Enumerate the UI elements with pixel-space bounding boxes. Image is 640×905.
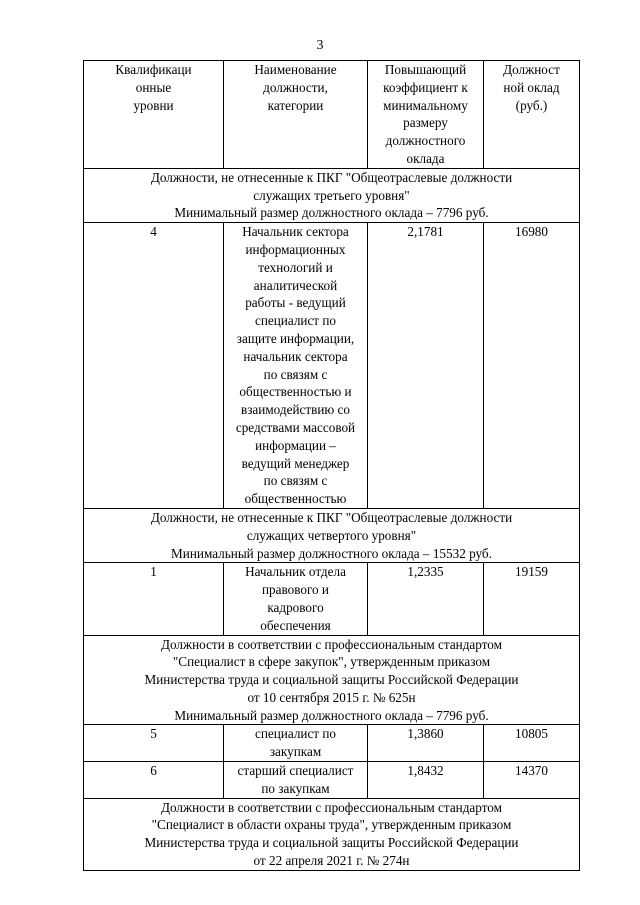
header-position-line: должности,	[263, 79, 328, 95]
position-name-line: Начальник сектора	[242, 224, 349, 240]
coefficient-cell: 1,8432	[368, 762, 484, 799]
position-name-line: начальник сектора	[243, 348, 348, 364]
position-name-line: Начальник отдела	[245, 564, 346, 580]
coefficient-cell: 1,2335	[368, 563, 484, 635]
header-coefficient-line: оклада	[406, 150, 445, 166]
qualification-level-cell: 5	[84, 725, 224, 762]
section-title-line: Министерства труда и социальной защиты Российской Федерации	[144, 672, 519, 688]
section-title-line: от 10 сентября 2015 г. № 625н	[247, 689, 416, 705]
header-level-line: Квалификаци	[115, 62, 192, 77]
position-name-line: кадрового	[267, 599, 324, 615]
section-title	[84, 635, 580, 725]
section-header-row	[84, 168, 580, 222]
header-salary-line: (руб.)	[515, 97, 548, 113]
position-name-cell	[224, 762, 368, 799]
coefficient-cell: 2,1781	[368, 223, 484, 509]
position-name-line: технологий и	[258, 259, 333, 275]
section-header-row	[84, 508, 580, 562]
section-title	[84, 798, 580, 870]
table-row	[84, 223, 580, 509]
position-name-line: обеспечения	[260, 617, 331, 633]
header-salary	[484, 61, 580, 169]
salary-cell: 19159	[484, 563, 580, 635]
qualification-level-cell: 6	[84, 762, 224, 799]
header-level	[84, 61, 224, 169]
section-title-line: "Специалист в области охраны труда", утвержденным приказом	[151, 817, 512, 833]
section-title-line: Минимальный размер должностного оклада – 7796 руб.	[174, 707, 489, 723]
header-salary-line: Должност	[503, 62, 560, 77]
position-name-line: общественностью и	[239, 384, 352, 400]
table-row	[84, 762, 580, 799]
section-header-row	[84, 798, 580, 870]
position-name-line: специалист по	[254, 313, 337, 329]
header-coefficient-line: должностного	[385, 133, 466, 149]
position-name-line: по связям с	[263, 473, 328, 489]
page-number: 3	[316, 38, 324, 53]
position-name-line: по связям с	[263, 366, 328, 382]
header-coefficient-line: минимальному	[383, 97, 468, 113]
section-title-line: служащих четвертого уровня"	[246, 527, 417, 543]
position-name-line: защите информации,	[236, 330, 355, 346]
header-position	[224, 61, 368, 169]
salary-cell: 14370	[484, 762, 580, 799]
position-name-line: правового и	[262, 582, 329, 598]
section-title-line: Минимальный размер должностного оклада – 7796 руб.	[174, 205, 489, 221]
position-name-line: специалист по	[254, 726, 337, 742]
section-title-line: Минимальный размер должностного оклада – 15532 руб.	[171, 545, 492, 561]
salary-cell: 16980	[484, 223, 580, 509]
position-name-line: информации –	[255, 437, 336, 453]
section-title-line: Министерства труда и социальной защиты Российской Федерации	[144, 835, 519, 851]
header-coefficient	[368, 61, 484, 169]
position-name-line: ведущий менеджер	[241, 455, 350, 471]
section-title-line: от 22 апреля 2021 г. № 274н	[253, 853, 410, 869]
table-header-row	[84, 61, 580, 169]
salary-table	[83, 60, 580, 871]
position-name-line: работы - ведущий	[245, 295, 346, 311]
position-name-cell	[224, 223, 368, 509]
section-title-line: Должности, не отнесенные к ПКГ "Общеотраслевые должности	[150, 509, 513, 525]
section-title-line: Должности в соответствии с профессиональным стандартом	[160, 636, 502, 652]
coefficient-cell: 1,3860	[368, 725, 484, 762]
header-salary-line: ной оклад	[503, 79, 560, 95]
position-name-line: взаимодействию со	[240, 402, 351, 418]
section-title-line: Должности, не отнесенные к ПКГ "Общеотраслевые должности	[150, 169, 513, 185]
header-level-line: онные	[135, 79, 172, 95]
qualification-level-cell: 1	[84, 563, 224, 635]
section-title-line: "Специалист в сфере закупок", утвержденным приказом	[172, 654, 491, 670]
header-position-line: категории	[267, 97, 324, 113]
position-name-line: старший специалист	[237, 763, 354, 779]
position-name-line: информационных	[245, 241, 346, 257]
position-name-line: аналитической	[253, 277, 338, 293]
section-header-row	[84, 635, 580, 725]
position-name-cell	[224, 563, 368, 635]
section-title-line: Должности в соответствии с профессиональным стандартом	[160, 799, 502, 815]
position-name-line: средствами массовой	[235, 419, 356, 435]
qualification-level-cell: 4	[84, 223, 224, 509]
salary-cell: 10805	[484, 725, 580, 762]
section-title-line: служащих третьего уровня"	[253, 187, 410, 203]
position-name-line: закупкам	[269, 744, 322, 760]
header-coefficient-line: размеру	[403, 115, 448, 131]
position-name-line: общественностью	[244, 491, 347, 507]
table-row	[84, 563, 580, 635]
header-position-line: Наименование	[254, 62, 337, 77]
header-level-line: уровни	[133, 97, 174, 113]
section-title	[84, 168, 580, 222]
header-coefficient-line: Повышающий	[384, 62, 467, 77]
position-name-cell	[224, 725, 368, 762]
table-row	[84, 725, 580, 762]
section-title	[84, 508, 580, 562]
header-coefficient-line: коэффициент к	[383, 79, 468, 95]
position-name-line: по закупкам	[261, 780, 330, 796]
